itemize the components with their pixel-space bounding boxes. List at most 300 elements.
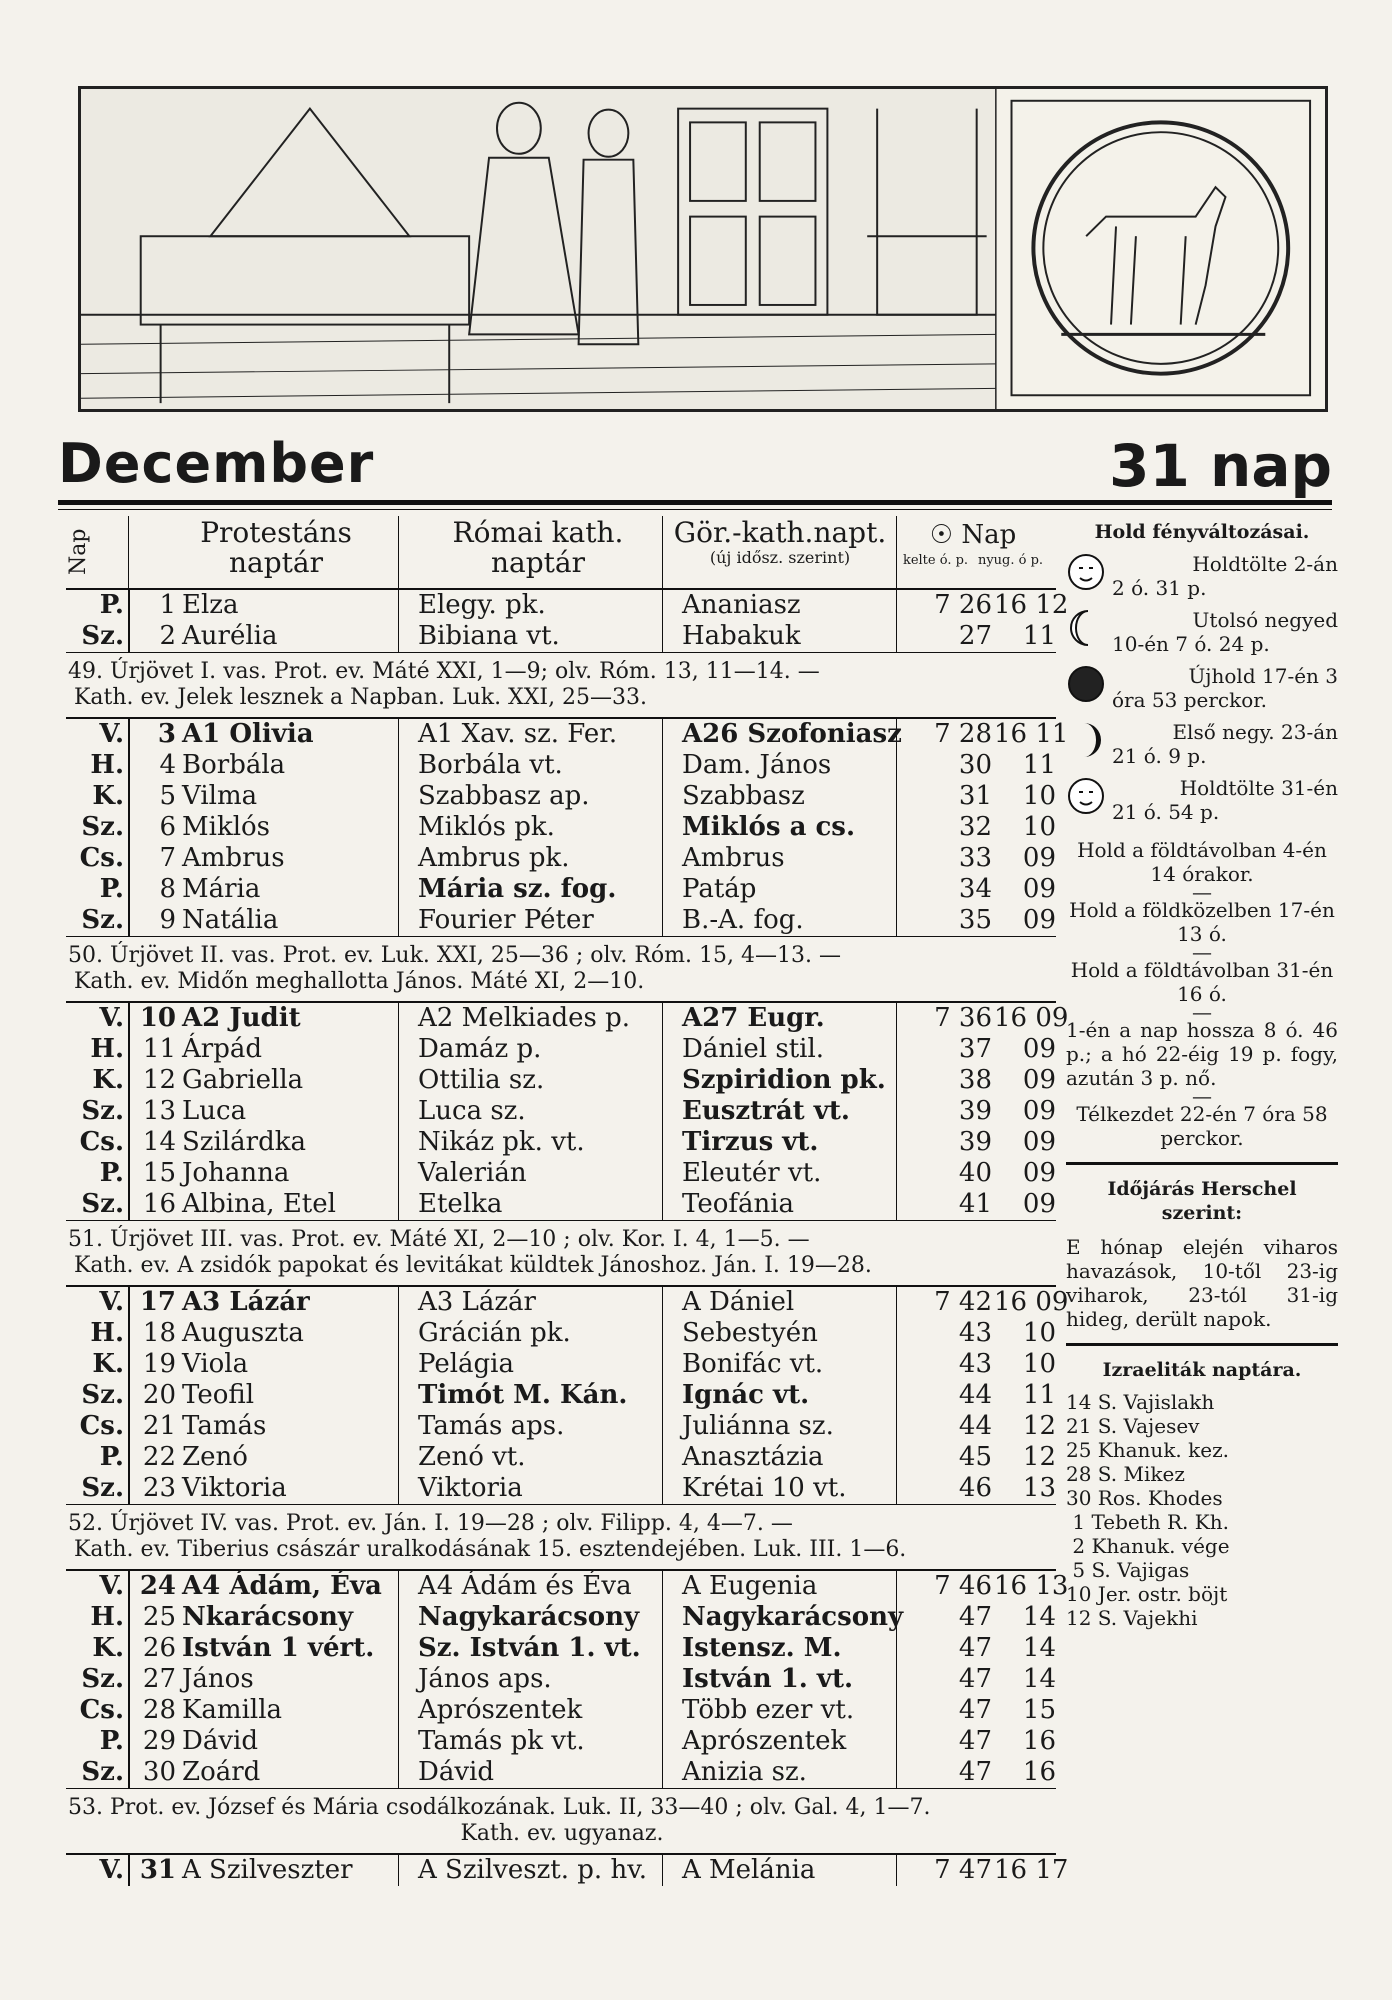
greek-name: Szabbasz	[682, 781, 805, 811]
separator-dash: —	[1192, 880, 1212, 904]
roman-name: Szabbasz ap.	[418, 781, 590, 811]
day-row	[66, 1757, 1056, 1788]
moon-phase-line: Első negy. 23-án	[1172, 720, 1338, 744]
roman-name: A3 Lázár	[418, 1287, 536, 1317]
protestant-name: Borbála	[182, 750, 286, 780]
sunset: 16	[1022, 1726, 1056, 1756]
col-rise: kelte ó. p.	[902, 553, 969, 568]
day-number: 21	[142, 1411, 176, 1441]
day-row	[66, 590, 1069, 621]
day-row	[66, 1664, 1056, 1695]
protestant-name: A2 Judit	[182, 1003, 301, 1033]
protestant-name: Zenó	[182, 1442, 248, 1472]
roman-name: Borbála vt.	[418, 750, 563, 780]
week-reading-note	[66, 652, 1056, 719]
greek-name: A27 Eugr.	[682, 1003, 825, 1033]
sunrise: 47	[958, 1757, 992, 1787]
day-row	[66, 905, 1056, 936]
day-row	[66, 1003, 1069, 1034]
col-set: nyug. ó p.	[977, 553, 1044, 568]
moon-phase-item	[1066, 664, 1338, 712]
day-number: 22	[142, 1442, 176, 1472]
day-number: 30	[142, 1757, 176, 1787]
day-row	[66, 1695, 1056, 1726]
day-number: 7	[159, 843, 176, 873]
day-label: K.	[92, 781, 124, 811]
protestant-name: Ambrus	[182, 843, 285, 873]
israelite-entry: 12 S. Vajekhi	[1066, 1606, 1198, 1630]
divider	[398, 516, 399, 588]
sunrise: 41	[958, 1189, 992, 1219]
day-number: 18	[142, 1318, 176, 1348]
day-number: 5	[159, 781, 176, 811]
sunrise: 47	[958, 1633, 992, 1663]
day-number: 8	[159, 874, 176, 904]
protestant-name: István 1 vért.	[182, 1633, 375, 1663]
roman-name: Fourier Péter	[418, 905, 594, 935]
moon-phase-item	[1066, 776, 1338, 824]
heading-rule	[58, 500, 1332, 505]
sunset: 14	[1022, 1633, 1056, 1663]
sunset: 09	[1022, 1065, 1056, 1095]
day-row	[66, 1602, 1056, 1633]
roman-name: Ottilia sz.	[418, 1065, 545, 1095]
greek-name: Habakuk	[682, 621, 801, 651]
sunrise: 47	[958, 1726, 992, 1756]
moon-distance	[1066, 838, 1338, 1006]
sunset: 16 17	[994, 1855, 1069, 1885]
sunset: 11	[1022, 1380, 1056, 1410]
day-label: H.	[90, 750, 124, 780]
roman-name: Zenó vt.	[418, 1442, 526, 1472]
moon-phase-item	[1066, 552, 1338, 600]
sunset: 11	[1022, 750, 1056, 780]
col-prot: Protestáns naptár	[200, 516, 352, 579]
sunrise: 30	[958, 750, 992, 780]
greek-name: A Dániel	[682, 1287, 795, 1317]
moon-phase-line: Utolsó negyed	[1192, 608, 1338, 632]
day-row	[66, 1034, 1056, 1065]
roman-name: Elegy. pk.	[418, 590, 546, 620]
day-row	[66, 1442, 1056, 1473]
roman-name: A Szilveszt. p. hv.	[418, 1855, 648, 1885]
note-line: 49. Úrjövet I. vas. Prot. ev. Máté XXI, 1—9; olv. Róm. 13, 11—14. —	[68, 659, 820, 684]
day-row	[66, 1096, 1056, 1127]
israelite-entry: 5 S. Vajigas	[1066, 1558, 1190, 1582]
new-moon-icon	[1066, 664, 1106, 704]
protestant-name: Teofil	[182, 1380, 255, 1410]
moon-phase-line: 21 ó. 54 p.	[1112, 800, 1220, 824]
roman-name: Viktoria	[418, 1473, 523, 1503]
sunset: 10	[1022, 1318, 1056, 1348]
sunset: 12	[1022, 1442, 1056, 1472]
sunrise: 35	[958, 905, 992, 935]
sunrise: 7 42	[934, 1287, 992, 1317]
day-label: P.	[99, 590, 124, 620]
last-quarter-icon	[1066, 608, 1106, 648]
sunrise: 7 26	[934, 590, 992, 620]
roman-name: Sz. István 1. vt.	[418, 1633, 641, 1663]
sunrise: 43	[958, 1318, 992, 1348]
protestant-name: A1 Olivia	[182, 719, 314, 749]
sunrise: 44	[958, 1380, 992, 1410]
day-number: 17	[139, 1287, 176, 1317]
day-label: V.	[99, 1855, 124, 1885]
day-number: 31	[139, 1855, 176, 1885]
days-count: 31 nap	[1109, 432, 1332, 500]
day-label: V.	[99, 1571, 124, 1601]
moon-phase-text	[1112, 664, 1338, 712]
roman-name: Nikáz pk. vt.	[418, 1127, 585, 1157]
day-number: 23	[142, 1473, 176, 1503]
sunrise: 47	[958, 1695, 992, 1725]
day-label: H.	[90, 1602, 124, 1632]
protestant-name: Viktoria	[182, 1473, 287, 1503]
sunrise: 44	[958, 1411, 992, 1441]
greek-name: Ambrus	[682, 843, 785, 873]
greek-name: Dam. János	[682, 750, 832, 780]
protestant-name: Natália	[182, 905, 279, 935]
weather-text: E hónap elején viharos havazások, 10-től 23-ig viharok, 23-tól 31-ig hideg, derült napok.	[1066, 1235, 1338, 1331]
weeks-container	[66, 590, 1069, 1886]
roman-name: Mária sz. fog.	[418, 874, 617, 904]
sunset: 16	[1022, 1757, 1056, 1787]
sunset: 16 12	[994, 590, 1069, 620]
greek-name: Ananiasz	[682, 590, 801, 620]
moon-phase-line: Holdtölte 31-én	[1179, 776, 1338, 800]
weather-title: Időjárás Herschel szerint:	[1107, 1178, 1297, 1224]
sunrise: 40	[958, 1158, 992, 1188]
greek-name: Juliánna sz.	[682, 1411, 834, 1441]
protestant-name: Vilma	[182, 781, 258, 811]
greek-name: A Melánia	[682, 1855, 816, 1885]
note-line: 51. Úrjövet III. vas. Prot. ev. Máté XI, 2—10 ; olv. Kor. I. 4, 1—5. —	[68, 1227, 810, 1252]
sunrise: 43	[958, 1349, 992, 1379]
month-heading	[58, 432, 1332, 500]
sunset: 10	[1022, 812, 1056, 842]
day-label: Cs.	[79, 1127, 124, 1157]
protestant-name: Johanna	[182, 1158, 290, 1188]
moon-phase-text	[1112, 552, 1338, 600]
day-row	[66, 1571, 1069, 1602]
col-sun	[898, 520, 1048, 568]
day-row	[66, 1349, 1056, 1380]
sunset: 09	[1022, 1189, 1056, 1219]
roman-name: Etelka	[418, 1189, 503, 1219]
moon-phase-line: Újhold 17-én 3	[1188, 664, 1338, 688]
moon-phases	[1066, 552, 1338, 824]
day-label: Cs.	[79, 1411, 124, 1441]
sunrise: 7 36	[934, 1003, 992, 1033]
day-row	[66, 1158, 1056, 1189]
protestant-name: Szilárdka	[182, 1127, 306, 1157]
sunset: 09	[1022, 1158, 1056, 1188]
week-block	[66, 1287, 1069, 1504]
week-reading-note	[66, 936, 1056, 1003]
separator-dash: —	[1192, 940, 1212, 964]
day-number: 11	[142, 1034, 176, 1064]
day-label: Sz.	[81, 1757, 124, 1787]
sunset: 16 09	[994, 1003, 1069, 1033]
sunset: 09	[1022, 1127, 1056, 1157]
note-line: Kath. ev. Jelek lesznek a Napban. Luk. XXI, 25—33.	[74, 685, 648, 710]
day-number: 12	[142, 1065, 176, 1095]
protestant-name: Árpád	[182, 1034, 262, 1064]
protestant-name: Albina, Etel	[182, 1189, 336, 1219]
divider	[128, 516, 129, 588]
protestant-name: Luca	[182, 1096, 247, 1126]
day-number: 2	[159, 621, 176, 651]
day-length: 1-én a nap hossza 8 ó. 46 p.; a hó 22-éig 19 p. fogy, azután 3 p. nő.	[1066, 1018, 1338, 1090]
day-label: P.	[99, 1726, 124, 1756]
sunset: 09	[1022, 1034, 1056, 1064]
note-line: Kath. ev. Midőn meghallotta János. Máté XI, 2—10.	[74, 969, 645, 994]
day-row	[66, 843, 1056, 874]
day-number: 25	[142, 1602, 176, 1632]
greek-name: István 1. vt.	[682, 1664, 854, 1694]
moon-phase-line: Holdtölte 2-án	[1192, 552, 1338, 576]
day-label: P.	[99, 874, 124, 904]
day-number: 28	[142, 1695, 176, 1725]
day-number: 6	[159, 812, 176, 842]
day-row	[66, 621, 1056, 652]
day-label: P.	[99, 1442, 124, 1472]
day-row	[66, 1189, 1056, 1220]
day-label: Sz.	[81, 812, 124, 842]
israelite-entry: 21 S. Vajesev	[1066, 1414, 1200, 1438]
day-label: Sz.	[81, 1380, 124, 1410]
sunrise: 27	[958, 621, 992, 651]
divider	[662, 516, 663, 588]
note-line: 53. Prot. ev. József és Mária csodálkozának. Luk. II, 33—40 ; olv. Gal. 4, 1—7.	[68, 1795, 931, 1820]
week-block	[66, 719, 1069, 936]
sunset: 16 11	[994, 719, 1069, 749]
protestant-name: A3 Lázár	[182, 1287, 310, 1317]
day-number: 10	[139, 1003, 176, 1033]
moon-distance-item: Hold a földtávolban 4-én 14 órakor.	[1077, 838, 1327, 886]
roman-name: Miklós pk.	[418, 812, 555, 842]
sunrise: 31	[958, 781, 992, 811]
day-label: K.	[92, 1349, 124, 1379]
moon-phase-line: 10-én 7 ó. 24 p.	[1112, 632, 1270, 656]
day-row	[66, 1380, 1056, 1411]
day-row	[66, 1287, 1069, 1318]
protestant-name: Dávid	[182, 1726, 258, 1756]
day-number: 29	[142, 1726, 176, 1756]
week-block	[66, 1003, 1069, 1220]
day-row	[66, 1726, 1056, 1757]
week-block	[66, 590, 1069, 652]
divider	[896, 516, 897, 588]
sunset: 12	[1022, 1411, 1056, 1441]
roman-name: Aprószentek	[418, 1695, 583, 1725]
day-label: K.	[92, 1633, 124, 1663]
day-number: 26	[142, 1633, 176, 1663]
sunset: 09	[1022, 843, 1056, 873]
week-reading-note	[66, 1788, 1056, 1855]
greek-name: Dániel stil.	[682, 1034, 825, 1064]
day-row	[66, 1411, 1056, 1442]
protestant-name: János	[182, 1664, 254, 1694]
day-row	[66, 719, 1069, 750]
sunset: 14	[1022, 1602, 1056, 1632]
protestant-name: Nkarácsony	[182, 1602, 353, 1632]
day-row	[66, 1065, 1056, 1096]
roman-name: Nagykarácsony	[418, 1602, 640, 1632]
sidebar-rule	[1066, 1343, 1338, 1346]
moon-phase-line: 21 ó. 9 p.	[1112, 744, 1207, 768]
sunrise: 7 47	[934, 1855, 992, 1885]
sunset: 09	[1022, 1096, 1056, 1126]
sidebar	[1066, 520, 1338, 1630]
header-illustration	[78, 86, 1328, 412]
day-row	[66, 874, 1056, 905]
sunrise: 37	[958, 1034, 992, 1064]
sunrise: 33	[958, 843, 992, 873]
day-row	[66, 1855, 1069, 1886]
moon-title: Hold fényváltozásai.	[1094, 521, 1310, 543]
protestant-name: Kamilla	[182, 1695, 283, 1725]
table-header	[66, 516, 1056, 590]
protestant-name: Viola	[182, 1349, 249, 1379]
protestant-name: Zoárd	[182, 1757, 261, 1787]
calendar-table	[66, 516, 1069, 1886]
week-block	[66, 1855, 1069, 1886]
sunset: 15	[1022, 1695, 1056, 1725]
protestant-name: A Szilveszter	[182, 1855, 353, 1885]
sunrise: 47	[958, 1602, 992, 1632]
protestant-name: Mária	[182, 874, 261, 904]
roman-name: Valerián	[418, 1158, 527, 1188]
israelite-calendar	[1066, 1390, 1338, 1630]
day-label: Sz.	[81, 1189, 124, 1219]
day-label: H.	[90, 1034, 124, 1064]
col-gor-sub: (új idősz. szerint)	[709, 548, 851, 567]
day-number: 24	[139, 1571, 176, 1601]
day-label: Sz.	[81, 1664, 124, 1694]
note-line: Kath. ev. Tiberius császár uralkodásának 15. esztendejében. Luk. III. 1—6.	[74, 1537, 907, 1562]
roman-name: Tamás pk vt.	[418, 1726, 585, 1756]
greek-name: Krétai 10 vt.	[682, 1473, 847, 1503]
protestant-name: A4 Ádám, Éva	[182, 1571, 382, 1601]
heading-rule-thin	[58, 509, 1332, 510]
day-label: Sz.	[81, 1473, 124, 1503]
sunset: 14	[1022, 1664, 1056, 1694]
full-moon-icon	[1066, 552, 1106, 592]
roman-name: Tamás aps.	[418, 1411, 565, 1441]
sunrise: 32	[958, 812, 992, 842]
roman-name: Luca sz.	[418, 1096, 526, 1126]
note-line: Kath. ev. A zsidók papokat és levitákat küldtek Jánoshoz. Ján. I. 19—28.	[74, 1253, 872, 1278]
greek-name: Sebestyén	[682, 1318, 818, 1348]
note-line: 52. Úrjövet IV. vas. Prot. ev. Ján. I. 19—28 ; olv. Filipp. 4, 4—7. —	[68, 1511, 793, 1536]
sunrise: 45	[958, 1442, 992, 1472]
full-moon-icon	[1066, 776, 1106, 816]
day-number: 3	[157, 719, 176, 749]
sidebar-rule	[1066, 1162, 1338, 1165]
separator-dash: —	[1192, 1000, 1212, 1024]
day-number: 1	[159, 590, 176, 620]
israelite-entry: 28 S. Mikez	[1066, 1462, 1185, 1486]
moon-phase-text	[1112, 720, 1338, 768]
note-line: 50. Úrjövet II. vas. Prot. ev. Luk. XXI, 25—36 ; olv. Róm. 15, 4—13. —	[68, 943, 841, 968]
moon-phase-text	[1112, 608, 1338, 656]
day-number: 4	[159, 750, 176, 780]
greek-name: B.-A. fog.	[682, 905, 804, 935]
greek-name: Eleutér vt.	[682, 1158, 822, 1188]
roman-name: Dávid	[418, 1757, 494, 1787]
israelite-entry: 30 Ros. Khodes	[1066, 1486, 1223, 1510]
israelite-entry: 25 Khanuk. kez.	[1066, 1438, 1229, 1462]
day-label: V.	[99, 1287, 124, 1317]
roman-name: Damáz p.	[418, 1034, 542, 1064]
moon-distance-item: Hold a földközelben 17-én 13 ó.	[1069, 898, 1335, 946]
roman-name: Bibiana vt.	[418, 621, 560, 651]
day-number: 15	[142, 1158, 176, 1188]
day-label: Cs.	[79, 843, 124, 873]
week-reading-note	[66, 1504, 1056, 1571]
winter-start: Télkezdet 22-én 7 óra 58 perckor.	[1076, 1102, 1328, 1150]
sunrise: 47	[958, 1664, 992, 1694]
day-number: 27	[142, 1664, 176, 1694]
week-reading-note	[66, 1220, 1056, 1287]
israelite-entry: 1 Tebeth R. Kh.	[1066, 1510, 1229, 1534]
month-title: December	[58, 432, 375, 495]
moon-phase-line: 2 ó. 31 p.	[1112, 576, 1207, 600]
sunrise: 39	[958, 1096, 992, 1126]
moon-phase-item	[1066, 720, 1338, 768]
day-label: K.	[92, 1065, 124, 1095]
sunset: 10	[1022, 1349, 1056, 1379]
separator-dash: —	[1192, 1084, 1212, 1108]
moon-phase-line: óra 53 perckor.	[1112, 688, 1267, 712]
greek-name: A Eugenia	[682, 1571, 818, 1601]
moon-distance-item: Hold a földtávolban 31-én 16 ó.	[1070, 958, 1334, 1006]
greek-name: Tirzus vt.	[682, 1127, 819, 1157]
day-number: 19	[142, 1349, 176, 1379]
day-number: 9	[159, 905, 176, 935]
day-row	[66, 812, 1056, 843]
israelite-entry: 2 Khanuk. vége	[1066, 1534, 1230, 1558]
day-number: 20	[142, 1380, 176, 1410]
greek-name: Anizia sz.	[682, 1757, 807, 1787]
greek-name: Bonifác vt.	[682, 1349, 824, 1379]
col-gor	[670, 518, 890, 568]
roman-name: Pelágia	[418, 1349, 514, 1379]
greek-name: Szpiridion pk.	[682, 1065, 886, 1095]
sunrise: 39	[958, 1127, 992, 1157]
day-label: H.	[90, 1318, 124, 1348]
col-rom: Római kath. naptár	[452, 516, 624, 579]
sunrise: 7 46	[934, 1571, 992, 1601]
day-number: 13	[142, 1096, 176, 1126]
sunrise: 7 28	[934, 719, 992, 749]
sunrise: 46	[958, 1473, 992, 1503]
roman-name: János aps.	[418, 1664, 552, 1694]
protestant-name: Auguszta	[182, 1318, 304, 1348]
day-row	[66, 1633, 1056, 1664]
greek-name: Anasztázia	[682, 1442, 824, 1472]
greek-name: Ignác vt.	[682, 1380, 810, 1410]
roman-name: Timót M. Kán.	[418, 1380, 628, 1410]
first-quarter-icon	[1066, 720, 1106, 760]
col-nap: Nap	[66, 528, 91, 576]
note-line: Kath. ev. ugyanaz.	[460, 1821, 664, 1846]
greek-name: Teofánia	[682, 1189, 795, 1219]
roman-name: A1 Xav. sz. Fer.	[418, 719, 618, 749]
roman-name: A4 Ádám és Éva	[418, 1571, 632, 1601]
moon-phase-item	[1066, 608, 1338, 656]
